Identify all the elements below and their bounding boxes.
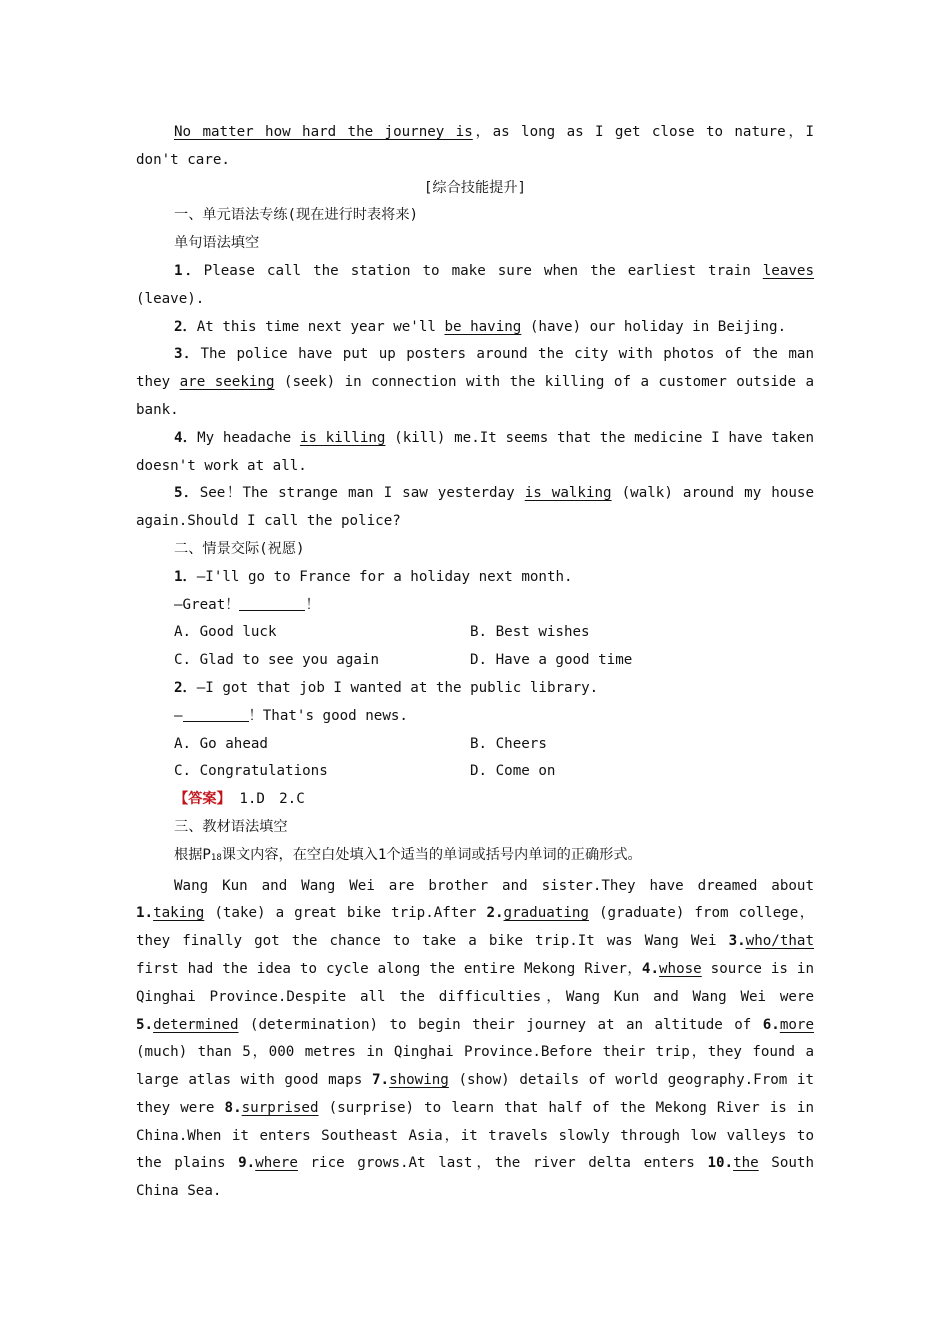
item-text-end: (leave).: [136, 290, 205, 307]
part2-q2-options-row1: [136, 731, 814, 759]
question-number: 2．: [174, 679, 197, 696]
part2-q2-line2: [136, 703, 814, 731]
option-d: D. Come on: [470, 763, 556, 780]
passage-text: first had the idea to cycle along the entire Mekong River，: [136, 960, 642, 977]
item-number: 3．: [174, 346, 201, 363]
blank-answer: surprised: [241, 1099, 319, 1116]
item-number: 4．: [174, 429, 198, 446]
item-text: See！The strange man I saw yesterday: [199, 485, 525, 502]
part3-instruction: [136, 842, 814, 873]
item-text: Please call the station to make sure when the earliest train: [203, 262, 763, 279]
blank-answer: where: [255, 1155, 298, 1172]
passage-text: South China Sea.: [136, 1155, 815, 1200]
reply-text: —Great！: [174, 596, 240, 613]
item-answer: is killing: [299, 429, 386, 446]
part2-q2-line1: [136, 675, 814, 703]
blank-answer: who/that: [745, 933, 814, 950]
item-text-end: (kill) me.It seems that the medicine I have taken doesn't work at all.: [136, 429, 814, 474]
blank-answer: whose: [659, 960, 702, 977]
item-text: My headache: [197, 429, 300, 446]
grammar-item: [136, 258, 814, 314]
item-number: 5．: [174, 485, 200, 502]
blank-number: 10.: [707, 1155, 734, 1172]
part1-heading: 一、单元语法专练(现在进行时表将来): [174, 207, 419, 224]
reply-text: —: [174, 707, 183, 724]
part2-q1-options-row2: [136, 647, 814, 675]
document-content: [136, 119, 814, 1206]
passage-text: (surprise) to learn that half of the Mekong River is in China.When it enters Southeast Asia，it travels slowly through low valleys to the plains: [136, 1099, 814, 1172]
blank-answer: graduating: [503, 905, 589, 922]
passage-text: (determination) to begin their journey at an altitude of: [238, 1016, 763, 1033]
blank-number: 1.: [136, 905, 154, 922]
item-number: 1．: [174, 262, 204, 279]
instruction-text-rest: 课文内容，在空白处填入1个适当的单词或括号内单词的正确形式。: [221, 846, 642, 863]
blank-number: 7.: [371, 1072, 390, 1089]
option-d: D. Have a good time: [470, 652, 633, 669]
passage-text: (graduate) from college，they finally got the chance to take a bike trip.It was Wang Wei: [136, 905, 814, 950]
intro-rest: ，as long as I get close to nature，I don't care.: [136, 124, 815, 168]
grammar-item: [136, 425, 814, 481]
part2-answer-line: [136, 786, 814, 814]
item-text: The police have put up posters around the city with photos of the man they: [136, 346, 814, 391]
item-answer: is walking: [524, 485, 612, 502]
blank-number: 2.: [486, 905, 504, 922]
blank-number: 3.: [728, 933, 746, 950]
question-number: 1．: [174, 568, 197, 585]
answer-text: 1.D 2.C: [239, 791, 305, 808]
part3-heading: 三、教材语法填空: [174, 818, 288, 835]
item-answer: be having: [444, 318, 522, 335]
reply-text-end: ！: [305, 596, 320, 613]
option-b: B. Best wishes: [470, 624, 590, 641]
part2-q1-line1: [136, 564, 814, 592]
blank-answer: determined: [153, 1016, 239, 1033]
option-a: A. Good luck: [174, 624, 277, 641]
part1-item-list: [136, 258, 814, 536]
part2-q1-line2: [136, 592, 814, 620]
grammar-item: [136, 314, 814, 342]
item-text-end: (seek) in connection with the killing of a customer outside a bank.: [136, 374, 814, 418]
part2-q2-options-row2: [136, 758, 814, 786]
page-subscript: 18: [210, 852, 222, 863]
blank-answer: showing: [389, 1072, 449, 1089]
answer-label: 【答案】: [174, 791, 231, 808]
intro-sentence: [136, 119, 814, 175]
blank-number: 4.: [641, 960, 660, 977]
passage-text: (show) details of world geography.From it they were: [136, 1072, 815, 1116]
blank-number: 8.: [224, 1099, 242, 1116]
question-text: —I got that job I wanted at the public library.: [196, 679, 599, 696]
item-number: 2．: [174, 318, 197, 335]
option-c: C. Glad to see you again: [174, 652, 379, 669]
item-answer: leaves: [762, 262, 814, 279]
answer-blank: [239, 595, 305, 610]
part1-subheading: 单句语法填空: [174, 235, 260, 252]
blank-answer: the: [733, 1155, 759, 1172]
reply-text-end: ！That's good news.: [248, 707, 408, 724]
instruction-text: 根据P: [174, 846, 211, 863]
part2-heading: 二、情景交际(祝愿): [174, 540, 305, 557]
section-title: [综合技能提升]: [423, 179, 527, 196]
part3-passage: [136, 873, 814, 1207]
part2-q1-options-row1: [136, 619, 814, 647]
option-b: B. Cheers: [470, 735, 547, 752]
question-text: —I'll go to France for a holiday next month.: [196, 568, 573, 585]
grammar-item: [136, 341, 814, 424]
intro-underlined-answer: No matter how hard the journey is: [174, 124, 473, 140]
passage-text: (much) than 5，000 metres in Qinghai Province.Before their trip，they found a large atlas with good maps: [136, 1044, 814, 1089]
passage-text: (take) a great bike trip.After: [204, 905, 487, 922]
passage-text: source is in Qinghai Province.Despite all the difficulties，Wang Kun and Wang Wei were: [136, 960, 814, 1005]
passage-text: Wang Kun and Wang Wei are brother and sister.They have dreamed about: [174, 877, 814, 894]
answer-blank: [183, 707, 249, 722]
item-text-end: (have) our holiday in Beijing.: [521, 318, 787, 335]
item-answer: are seeking: [179, 374, 275, 391]
option-a: A. Go ahead: [174, 735, 268, 752]
blank-number: 9.: [238, 1155, 256, 1172]
item-text-end: (walk) around my house again.Should I call the police?: [136, 485, 814, 530]
item-text: At this time next year we'll: [196, 318, 445, 335]
passage-text: rice grows.At last，the river delta enters: [297, 1155, 708, 1172]
grammar-item: [136, 480, 814, 536]
option-c: C. Congratulations: [174, 763, 328, 780]
blank-number: 5.: [136, 1016, 154, 1033]
blank-answer: taking: [153, 905, 205, 922]
blank-number: 6.: [762, 1016, 780, 1033]
blank-answer: more: [779, 1016, 814, 1033]
